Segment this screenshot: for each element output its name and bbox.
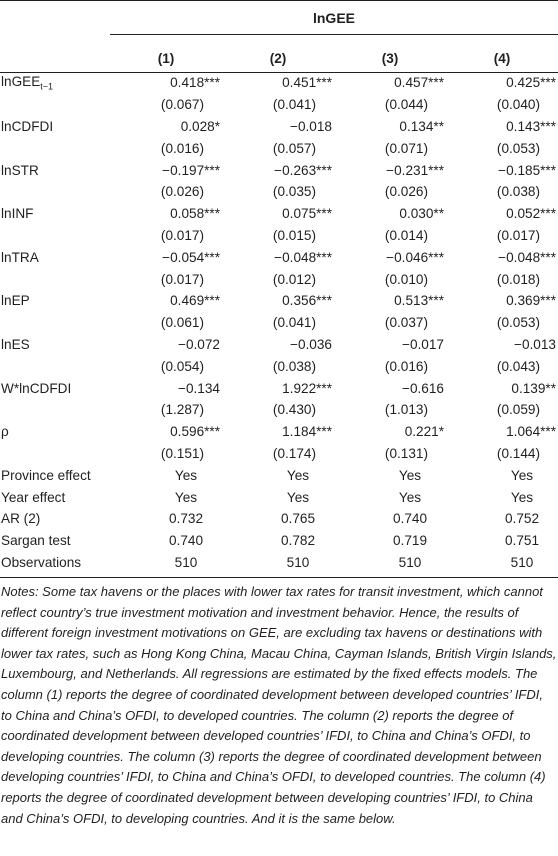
table-row-coef <box>0 72 558 94</box>
coef-cell: 1.922*** <box>282 380 332 396</box>
table-body <box>0 72 558 573</box>
table-notes: Notes: Some tax havens or the places with lower tax rates for transit investment, which cannot reflect country’s true investment motivation and investment behavior. Hence, the results of different foreign investment motivations on GEE, are excluding tax havens or destinations with lower tax rates, such as Hong Kong China, Macau China, Cayman Islands, British Virgin Islands, Luxembourg, and Netherlands. All regressions are estimated by the fixed effects models. The column (1) reports the degree of coordinated development between developed countries’ IFDI, to China and China’s OFDI, to developed countries. The column (2) reports the degree of coordinated development between developed countries’ IFDI, to China and China’s OFDI, to developing countries. The column (3) reports the degree of coordinated development between developing countries’ IFDI, to China and China’s OFDI, to developed countries. The column (4) reports the degree of coordinated development between developing countries’ IFDI, to China and China’s OFDI, to developing countries. And it is the same below. <box>1 584 557 826</box>
effect-cell: Yes <box>174 467 198 483</box>
column-header-2: (2) <box>269 50 287 66</box>
row-label <box>0 246 110 268</box>
coef-cell: −0.013 <box>514 336 556 352</box>
coef-cell: −0.134 <box>178 380 220 396</box>
table-row-coef <box>0 246 558 268</box>
effect-cell: Yes <box>398 489 422 505</box>
se-cell: (0.053) <box>496 140 540 156</box>
se-cell: (0.131) <box>384 445 428 461</box>
regression-table <box>0 44 558 573</box>
stat-cell: 510 <box>174 554 198 570</box>
se-cell: (0.067) <box>160 97 204 113</box>
coef-cell: −0.263*** <box>274 162 332 178</box>
se-cell: (0.037) <box>384 315 428 331</box>
table-row-se <box>0 181 558 203</box>
stat-cell: 0.782 <box>280 533 316 549</box>
se-cell: (0.430) <box>272 402 316 418</box>
coef-cell: 0.369*** <box>506 293 556 309</box>
se-cell: (0.041) <box>272 315 316 331</box>
coef-cell: −0.185*** <box>498 162 556 178</box>
column-header-row <box>0 44 558 72</box>
table-row-coef <box>0 334 558 356</box>
column-header-3: (3) <box>381 50 399 66</box>
coef-cell: 1.184*** <box>282 424 332 440</box>
coef-cell: 0.075*** <box>282 206 332 222</box>
se-cell: (0.012) <box>272 271 316 287</box>
column-header-1: (1) <box>157 50 175 66</box>
coef-cell: −0.231*** <box>386 162 444 178</box>
column-header-blank <box>0 44 110 72</box>
coef-cell: −0.046*** <box>386 249 444 265</box>
coef-cell: −0.054*** <box>162 249 220 265</box>
se-cell: (0.040) <box>496 97 540 113</box>
coef-cell: 0.596*** <box>170 424 220 440</box>
coef-cell: 0.052*** <box>506 206 556 222</box>
coef-cell: 0.451*** <box>282 75 332 91</box>
table-row-coef <box>0 421 558 443</box>
stat-cell: 0.740 <box>392 511 428 527</box>
stat-cell: 0.765 <box>280 511 316 527</box>
row-label-text: lnTRA <box>1 249 39 265</box>
row-label-text: lnES <box>1 336 30 352</box>
se-cell: (1.013) <box>384 402 428 418</box>
se-cell: (0.038) <box>496 184 540 200</box>
table-row-se <box>0 94 558 116</box>
row-label-blank <box>0 94 110 116</box>
coef-cell: 0.457*** <box>394 75 444 91</box>
effect-cell: Yes <box>174 489 198 505</box>
coef-cell: 0.028* <box>180 118 220 134</box>
row-label-text: lnEP <box>1 293 30 309</box>
row-label-blank <box>0 399 110 421</box>
stat-cell: 510 <box>398 554 422 570</box>
se-cell: (0.014) <box>384 227 428 243</box>
coef-cell: −0.048*** <box>498 249 556 265</box>
effect-cell: Yes <box>398 467 422 483</box>
group-header: lnGEE <box>312 10 355 26</box>
coef-cell: −0.072 <box>178 336 220 352</box>
se-cell: (0.026) <box>160 184 204 200</box>
se-cell: (0.144) <box>496 445 540 461</box>
row-label <box>0 116 110 138</box>
row-label-blank <box>0 137 110 159</box>
row-label <box>0 334 110 356</box>
row-label <box>0 377 110 399</box>
row-label-subscript: t−1 <box>40 81 54 92</box>
table-bottom-rule <box>0 577 558 578</box>
table-row-se <box>0 312 558 334</box>
table-row-coef <box>0 159 558 181</box>
table-row-se <box>0 399 558 421</box>
row-label-blank <box>0 225 110 247</box>
row-label-blank <box>0 268 110 290</box>
effect-cell: Yes <box>286 489 310 505</box>
se-cell: (0.016) <box>384 358 428 374</box>
header-bottom-rule <box>0 72 558 73</box>
table-row-stat <box>0 530 558 552</box>
table-row-effect <box>0 486 558 508</box>
coef-cell: −0.616 <box>402 380 444 396</box>
coef-cell: 0.221* <box>404 424 444 440</box>
coef-cell: 1.064*** <box>506 424 556 440</box>
effect-cell: Yes <box>510 489 534 505</box>
table-row-coef <box>0 116 558 138</box>
se-cell: (0.059) <box>496 402 540 418</box>
se-cell: (0.017) <box>160 227 204 243</box>
row-label <box>0 421 110 443</box>
se-cell: (0.026) <box>384 184 428 200</box>
coef-cell: 0.143*** <box>506 118 556 134</box>
coef-cell: 0.058*** <box>170 206 220 222</box>
se-cell: (0.015) <box>272 227 316 243</box>
row-label-blank <box>0 181 110 203</box>
row-label <box>0 290 110 312</box>
coef-cell: 0.134** <box>399 118 444 134</box>
row-label: AR (2) <box>1 511 41 527</box>
coef-cell: 0.425*** <box>506 75 556 91</box>
coef-cell: 0.469*** <box>170 293 220 309</box>
se-cell: (0.151) <box>160 445 204 461</box>
row-label <box>0 159 110 181</box>
coef-cell: −0.017 <box>402 336 444 352</box>
table-row-effect <box>0 464 558 486</box>
se-cell: (0.016) <box>160 140 204 156</box>
se-cell: (0.057) <box>272 140 316 156</box>
se-cell: (0.053) <box>496 315 540 331</box>
row-label-text: lnCDFDI <box>1 118 54 134</box>
stat-cell: 0.752 <box>504 511 540 527</box>
coef-cell: 0.139** <box>511 380 556 396</box>
se-cell: (0.018) <box>496 271 540 287</box>
row-label <box>0 203 110 225</box>
coef-cell: 0.030** <box>399 206 444 222</box>
row-label-text: lnSTR <box>1 162 39 178</box>
stat-cell: 0.732 <box>168 511 204 527</box>
row-label-blank <box>0 312 110 334</box>
row-label-blank <box>0 443 110 465</box>
table-row-se <box>0 225 558 247</box>
se-cell: (0.038) <box>272 358 316 374</box>
coef-cell: −0.197*** <box>162 162 220 178</box>
se-cell: (0.010) <box>384 271 428 287</box>
stat-cell: 0.719 <box>392 533 428 549</box>
coef-cell: 0.418*** <box>170 75 220 91</box>
coef-cell: −0.048*** <box>274 249 332 265</box>
se-cell: (0.174) <box>272 445 316 461</box>
row-label-text: lnINF <box>1 206 34 222</box>
table-row-se <box>0 268 558 290</box>
effect-cell: Yes <box>286 467 310 483</box>
coef-cell: −0.018 <box>290 118 332 134</box>
stat-cell: 0.751 <box>504 533 540 549</box>
row-label-blank <box>0 355 110 377</box>
table-top-rule <box>0 0 558 1</box>
coef-cell: −0.036 <box>290 336 332 352</box>
se-cell: (0.043) <box>496 358 540 374</box>
se-cell: (0.041) <box>272 97 316 113</box>
se-cell: (0.017) <box>160 271 204 287</box>
effect-cell: Yes <box>510 467 534 483</box>
row-label: Observations <box>1 554 82 570</box>
row-label: Province effect <box>1 467 91 483</box>
column-header-4: (4) <box>493 50 511 66</box>
group-header-rule <box>110 34 558 35</box>
se-cell: (0.017) <box>496 227 540 243</box>
se-cell: (0.071) <box>384 140 428 156</box>
table-row-stat <box>0 552 558 574</box>
row-label-text: ρ <box>1 424 9 440</box>
se-cell: (0.035) <box>272 184 316 200</box>
se-cell: (0.061) <box>160 315 204 331</box>
row-label-text: W*lnCDFDI <box>1 380 72 396</box>
table-row-coef <box>0 203 558 225</box>
se-cell: (0.054) <box>160 358 204 374</box>
row-label: Sargan test <box>1 533 71 549</box>
stat-cell: 0.740 <box>168 533 204 549</box>
table-row-coef <box>0 290 558 312</box>
stat-cell: 510 <box>286 554 310 570</box>
se-cell: (0.044) <box>384 97 428 113</box>
table-row-se <box>0 443 558 465</box>
table-row-se <box>0 137 558 159</box>
coef-cell: 0.356*** <box>282 293 332 309</box>
se-cell: (1.287) <box>160 402 204 418</box>
table-row-coef <box>0 377 558 399</box>
table-row-stat <box>0 508 558 530</box>
row-label: Year effect <box>1 489 66 505</box>
coef-cell: 0.513*** <box>394 293 444 309</box>
stat-cell: 510 <box>510 554 534 570</box>
table-row-se <box>0 355 558 377</box>
row-label <box>0 72 110 94</box>
row-label-text: lnGEE <box>1 74 41 90</box>
